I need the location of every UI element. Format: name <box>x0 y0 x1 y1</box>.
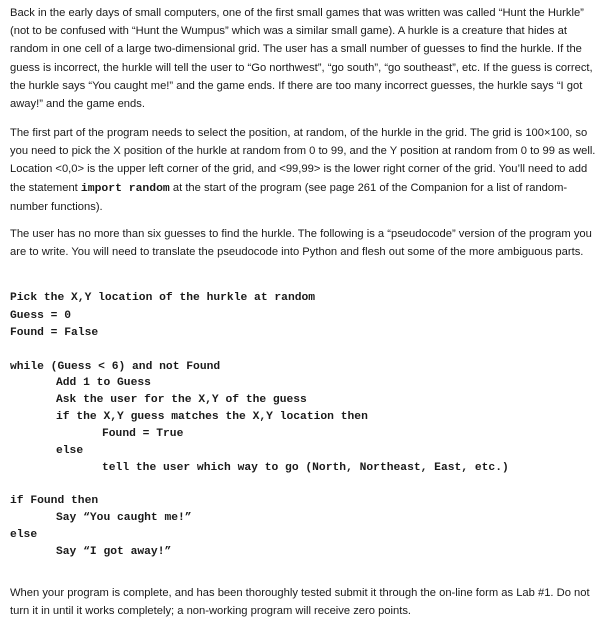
code-line: Guess = 0 <box>10 310 72 322</box>
pseudocode-intro-paragraph: The user has no more than six guesses to find the hurkle. The following is a “pseudocode” version of the program you are to write. You will need to translate the pseudocode into Python and flesh out some of the more ambiguous parts. <box>10 228 592 259</box>
grid-text-before: The first part of the program needs to select the position, at random, of the hurkle in the grid. The grid is 100×100, so you need to pick the X position of the hurkle at random from 0 to 99, and the Y position at random from 0 to 99 as well. Location <0,0> is the upper left corner of the grid, and <99,99> is the lower right corner of the grid. You’ll need to add the statement <box>10 127 596 194</box>
code-line: Say “I got away!” <box>56 546 172 558</box>
intro-paragraph: Back in the early days of small computers, one of the first small games that was written was called “Hunt the Hurkle” (not to be confused with “Hunt the Wumpus” which was a similar small game). A hurkle is a creature that hides at random in one cell of a large two-dimensional grid. The user has a small number of guesses to find the hurkle. If the guess is incorrect, the hurkle will tell the user to “Go northwest”, “go south”, “go southeast”, etc. If the guess is correct, the hurkle says “You caught me!” and the game ends. If there are too many incorrect guesses, the hurkle says “I got away!” and the game ends. <box>10 7 593 111</box>
code-line: Found = False <box>10 327 99 339</box>
grid-text-after: at the start of the program (see page 261 of the Companion for a list of random-number functions). <box>10 181 568 213</box>
grid-paragraph <box>10 124 600 216</box>
code-line: if the X,Y guess matches the X,Y location then <box>56 411 368 423</box>
code-line: tell the user which way to go (North, Northeast, East, etc.) <box>102 462 509 474</box>
code-line: else <box>56 445 84 457</box>
code-line: Found = True <box>102 428 184 440</box>
submission-paragraph: When your program is complete, and has been thoroughly tested submit it through the on-line form as Lab #1. Do not turn it in until it works completely; a non-working program will receive zero points. <box>10 587 590 618</box>
code-line: if Found then <box>10 495 99 507</box>
code-line: while (Guess < 6) and not Found <box>10 361 221 373</box>
import-statement-code: import random <box>80 182 170 195</box>
code-line: else <box>10 529 38 541</box>
code-line: Add 1 to Guess <box>56 377 151 389</box>
code-line: Pick the X,Y location of the hurkle at random <box>10 292 316 304</box>
code-line: Say “You caught me!” <box>56 512 192 524</box>
code-line: Ask the user for the X,Y of the guess <box>56 394 307 406</box>
